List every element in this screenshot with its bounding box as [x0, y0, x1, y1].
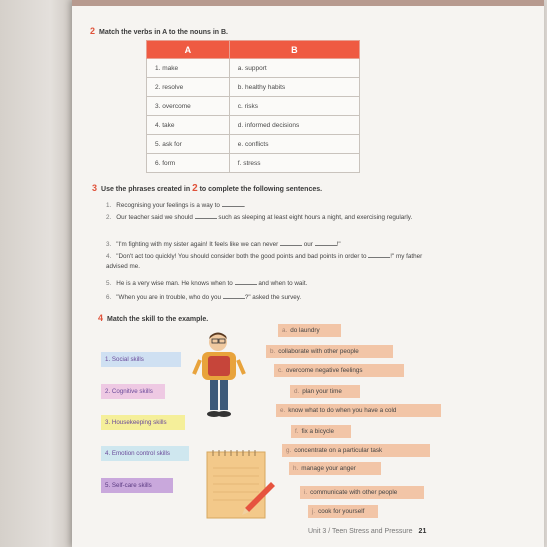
example-item: h. manage your anger [289, 462, 381, 475]
verb-cell: 4. take [147, 116, 230, 135]
table-row [147, 116, 360, 135]
verb-cell: 1. make [147, 59, 230, 78]
noun-cell: e. conflicts [229, 135, 359, 154]
sentence-3: 3. "I'm fighting with my sister again! It feels like we can never our !" [106, 241, 341, 248]
answer-blank[interactable] [235, 279, 257, 285]
noun-cell: b. healthy habits [229, 78, 359, 97]
page-number: 21 [418, 528, 427, 535]
notepad-pencil-icon [205, 446, 275, 522]
verb-cell: 2. resolve [147, 78, 230, 97]
example-item: f. fix a bicycle [291, 425, 351, 438]
matching-table [146, 40, 360, 173]
exercise-3-title-start: Use the phrases created in [101, 186, 193, 193]
noun-cell: c. risks [229, 97, 359, 116]
sentence-5: 5. He is a very wise man. He knows when to and when to wait. [106, 280, 308, 287]
skill-cognitive: 2. Cognitive skills [101, 384, 165, 399]
exercise-3-ref-number: 2 [192, 183, 198, 194]
book-spine [0, 0, 72, 547]
example-item: e. know what to do when you have a cold [276, 404, 441, 417]
noun-cell: d. informed decisions [229, 116, 359, 135]
answer-blank[interactable] [195, 213, 217, 219]
noun-cell: a. support [229, 59, 359, 78]
skill-social: 1. Social skills [101, 352, 181, 367]
sentence-6: 6. "When you are in trouble, who do you ?" asked the survey. [106, 294, 302, 301]
answer-blank[interactable] [368, 252, 390, 258]
answer-blank[interactable] [222, 201, 244, 207]
exercise-2-heading [90, 26, 228, 36]
table-row [147, 154, 360, 173]
verb-cell: 3. overcome [147, 97, 230, 116]
exercise-3-heading [92, 183, 322, 194]
verb-cell: 5. ask for [147, 135, 230, 154]
exercise-2-number: 2 [90, 26, 96, 36]
exercise-4-number: 4 [98, 313, 104, 323]
exercise-3-title-end: to complete the following sentences. [197, 186, 323, 193]
boy-laundry-icon [190, 330, 250, 422]
noun-cell: f. stress [229, 154, 359, 173]
answer-blank[interactable] [223, 293, 245, 299]
table-row [147, 59, 360, 78]
answer-blank[interactable] [280, 240, 302, 246]
column-a-header: A [147, 41, 230, 59]
example-item: b. collaborate with other people [266, 345, 393, 358]
example-item: g. concentrate on a particular task [282, 444, 430, 457]
answer-blank[interactable] [315, 240, 337, 246]
exercise-2-title: Match the verbs in A to the nouns in B. [99, 29, 229, 36]
sentence-4: 4. "Don't act too quickly! You should consider both the good points and bad points in order to !" my father advised me. [106, 253, 423, 270]
column-b-header: B [229, 41, 359, 59]
verb-cell: 6. form [147, 154, 230, 173]
table-row [147, 78, 360, 97]
table-row [147, 97, 360, 116]
page-footer [308, 528, 426, 535]
page-top-band [72, 0, 544, 6]
example-item: c. overcome negative feelings [274, 364, 404, 377]
exercise-4-title: Match the skill to the example. [107, 316, 209, 323]
exercise-4-heading [98, 313, 208, 323]
sentence-1: 1. Recognising your feelings is a way to . [106, 202, 246, 209]
example-item: i. communicate with other people [300, 486, 424, 499]
table-row [147, 135, 360, 154]
skill-emotion-control: 4. Emotion control skills [101, 446, 189, 461]
exercise-3-number: 3 [92, 183, 98, 193]
sentence-2: 2. Our teacher said we should such as sleeping at least eight hours a night, and exercising regularly. [106, 214, 413, 221]
skill-housekeeping: 3. Housekeeping skills [101, 415, 185, 430]
unit-title: Unit 3 / Teen Stress and Pressure [308, 528, 413, 535]
example-item: d. plan your time [290, 385, 360, 398]
skill-self-care: 5. Self-care skills [101, 478, 173, 493]
example-item: j. cook for yourself [308, 505, 378, 518]
example-item: a. do laundry [278, 324, 341, 337]
